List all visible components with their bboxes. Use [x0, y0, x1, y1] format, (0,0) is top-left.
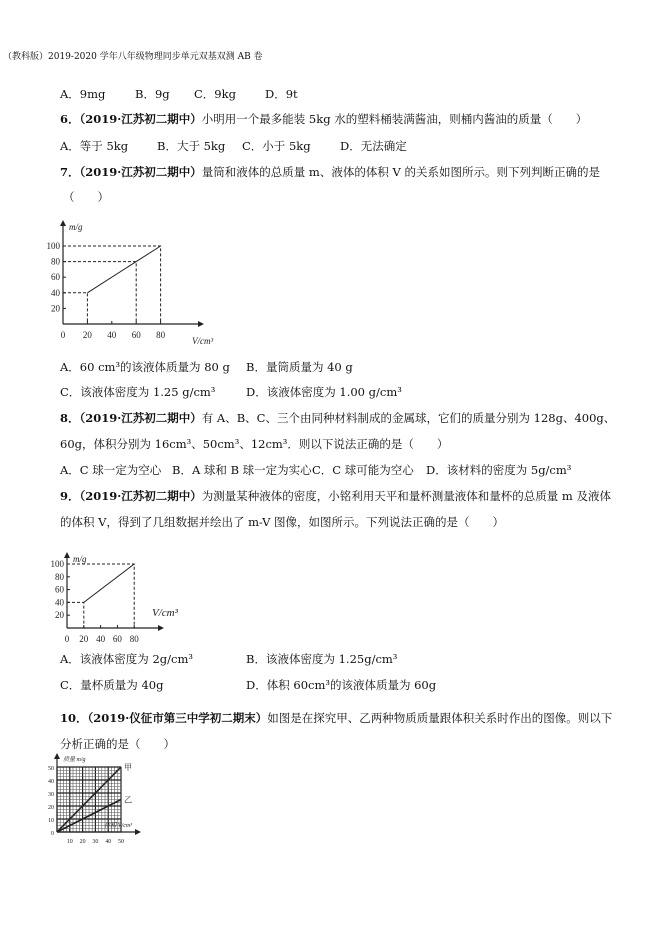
x-tick-label: 0 [60, 330, 66, 340]
q8-text-line2: 60g，体积分别为 16cm³、50cm³、12cm³．则以下说法正确的是（ ） [60, 437, 449, 451]
x-tick-label: 60 [112, 634, 122, 644]
page-header: （教科版）2019-2020 学年八年级物理同步单元双基双测 AB 卷 [3, 52, 263, 62]
x-tick-label: 0 [64, 634, 70, 644]
q10-source: 10．（2019·仪征市第三中学初二期末） [60, 711, 268, 725]
q10-text-line2: 分析正确的是（ ） [60, 737, 175, 751]
y-tick-label: 80 [55, 571, 64, 582]
x-axis-arrow-icon [135, 829, 141, 835]
x-tick-label: 40 [105, 839, 112, 845]
q6-option-c: C．小于 5kg [242, 139, 311, 153]
x-tick-label: 50 [118, 839, 124, 845]
q6-source: 6．（2019·江苏初二期中） [60, 112, 202, 126]
y-tick-label: 50 [48, 766, 54, 772]
q8-text: 有 A、B、C、三个由同种材料制成的金属球，它们的质量分别为 128g、400g、 [201, 411, 616, 425]
x-tick-label: 80 [129, 634, 139, 644]
y-tick-label: 40 [51, 287, 60, 298]
q8-option-d: D．该材料的密度为 5g/cm³ [426, 463, 572, 477]
y-tick-label: 100 [50, 559, 64, 569]
q6-option-d: D．无法确定 [340, 139, 407, 153]
x-tick-label: 40 [107, 330, 117, 340]
x-tick-label: 30 [92, 839, 99, 845]
q7-option-d: D．该液体密度为 1.00 g/cm³ [246, 385, 402, 399]
y-tick-label: 100 [46, 241, 60, 251]
series-label: 乙 [124, 795, 132, 805]
q7-text: 量筒和液体的总质量 m、液体的体积 V 的关系如图所示。则下列判断正确的是 [201, 165, 600, 179]
q9-option-b: B．该液体密度为 1.25g/cm³ [246, 652, 398, 666]
q10-text: 如图是在探究甲、乙两种物质质量跟体积关系时作出的图像。则以下 [267, 711, 613, 725]
y-tick-label: 20 [55, 610, 64, 621]
x-axis-label: 体积 V/cm³ [104, 822, 133, 829]
q8-option-c: C．C 球可能为空心 [312, 463, 414, 477]
q7-answer-blank: （ ） [63, 190, 109, 204]
x-tick-label: 20 [79, 839, 86, 845]
y-axis-arrow-icon [54, 753, 60, 759]
q5-option-b: B．9g [135, 87, 170, 101]
x-tick-label: 60 [131, 330, 141, 340]
q9-option-c: C．量杯质量为 40g [60, 678, 164, 692]
y-axis-label: m/g [69, 222, 83, 232]
q9-text-line2: 的体积 V，得到了几组数据并绘出了 m-V 图像，如图所示。下列说法正确的是（ ） [60, 515, 505, 529]
q6-text: 小明用一个最多能装 5kg 水的塑料桶装满酱油，则桶内酱油的质量（ ） [201, 112, 588, 126]
x-axis-label: V/cm³ [152, 607, 178, 619]
y-tick-label: 20 [51, 303, 60, 314]
x-tick-label: 20 [82, 330, 92, 340]
q5-option-d: D．9t [265, 87, 298, 101]
q6-option-a: A．等于 5kg [60, 139, 129, 153]
q9-option-a: A．该液体密度为 2g/cm³ [60, 652, 193, 666]
q5-option-c: C．9kg [194, 87, 236, 101]
q9-option-d: D．体积 60cm³的该液体质量为 60g [246, 678, 437, 692]
x-tick-label: 80 [156, 330, 166, 340]
y-tick-label: 80 [51, 256, 60, 267]
y-tick-label: 40 [55, 597, 64, 608]
y-axis-label: m/g [73, 554, 87, 564]
q5-option-a: A．9mg [60, 87, 106, 101]
y-tick-label: 60 [51, 272, 60, 283]
q8-option-a: A．C 球一定为空心 [60, 463, 162, 477]
y-tick-label: 10 [48, 818, 54, 824]
series-label: 甲 [124, 763, 132, 772]
y-tick-label: 40 [48, 779, 54, 785]
y-tick-label: 20 [48, 805, 54, 811]
q7-source: 7．（2019·江苏初二期中） [60, 165, 202, 179]
y-tick-label: 0 [51, 831, 54, 837]
x-tick-label: 40 [96, 634, 106, 644]
q9-text: 为测量某种液体的密度，小铭利用天平和量杯测量液体和量杯的总质量 m 及液体 [201, 489, 611, 503]
q8-option-b: B．A 球和 B 球一定为实心 [172, 463, 312, 477]
q7-option-a: A．60 cm³的该液体质量为 80 g [60, 360, 230, 374]
q9-source: 9．（2019·江苏初二期中） [60, 489, 202, 503]
q8-source: 8．（2019·江苏初二期中） [60, 411, 202, 425]
q6-option-b: B．大于 5kg [157, 139, 226, 153]
q7-option-b: B．量筒质量为 40 g [246, 360, 353, 374]
y-axis-label: 质量 m/g [63, 757, 86, 763]
x-tick-label: 10 [66, 839, 73, 845]
y-tick-label: 60 [55, 584, 64, 595]
q7-option-c: C．该液体密度为 1.25 g/cm³ [60, 385, 216, 399]
x-tick-label: 20 [79, 634, 89, 644]
y-tick-label: 30 [48, 792, 54, 798]
x-axis-label: V/cm³ [192, 336, 214, 346]
